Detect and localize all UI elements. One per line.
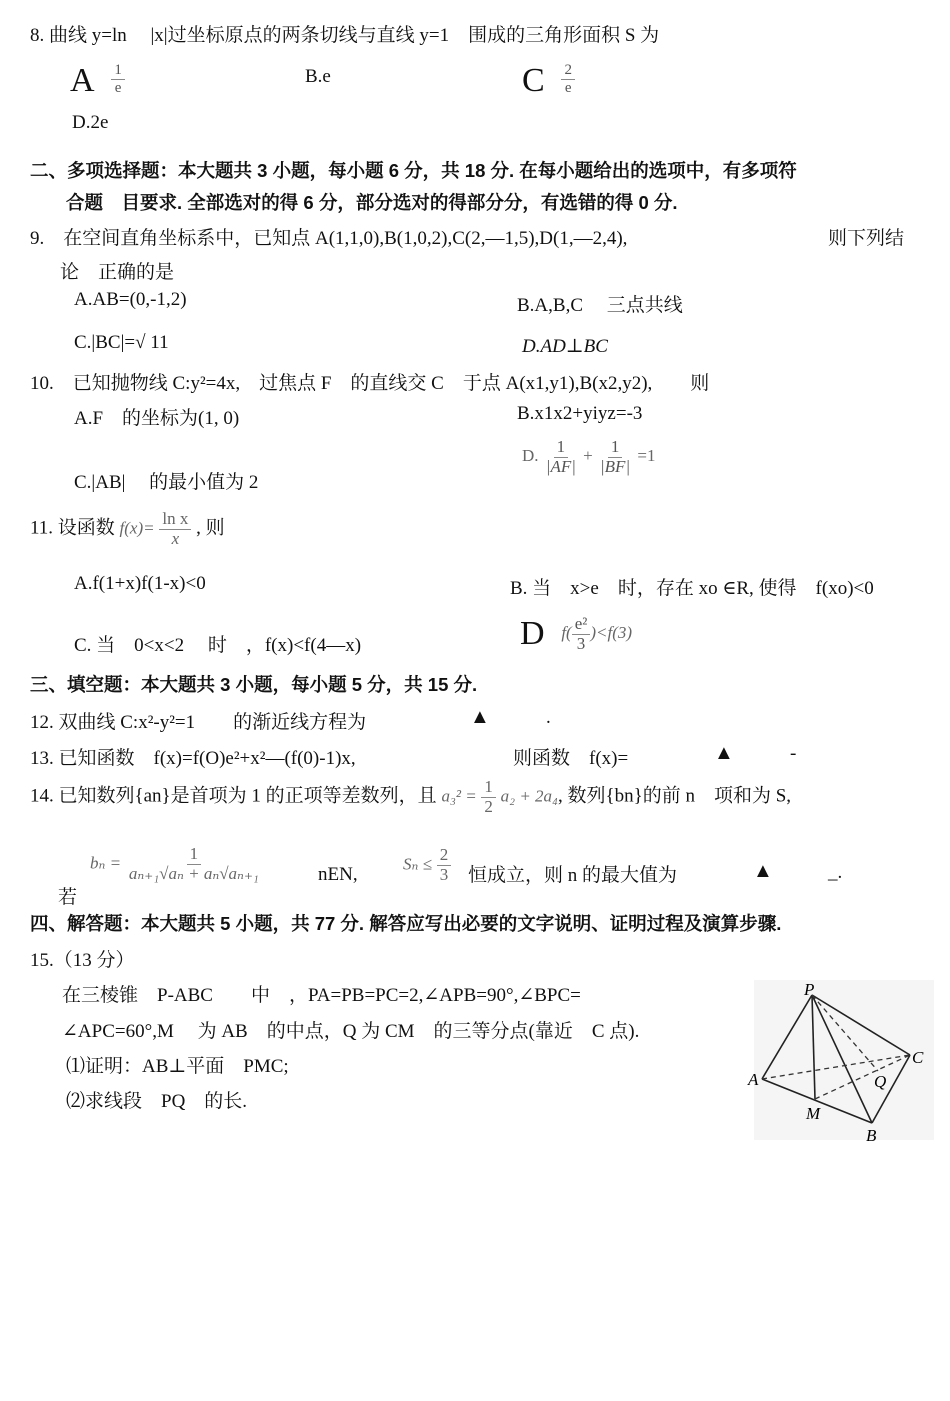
q8-a-fraction [111,62,125,96]
q10-option-d [522,438,655,476]
section3-heading: 三、填空题：本大题共 3 小题，每小题 5 分，共 15 分. [30,674,478,695]
q11-stem-text: 11. 设函数 [30,517,115,539]
q14-m-den: 2 [484,796,493,816]
q10-d-num2: 1 [608,438,623,458]
q14-text2: , 数列{bn}的前 n 项和为 S, [557,785,792,807]
q14-s-lhs: Sₙ ≤ [403,854,432,874]
q8-option-c [522,62,575,100]
q15-line2: ∠APC=60°,M 为 AB 的中点，Q 为 CM 的三等分点(靠近 C 点). [62,1021,640,1042]
q9-option-c: C.|BC|=√ 11 [74,332,169,353]
q10-d-frac1 [543,438,579,476]
q14-text3: 恒成立，则 n 的最大值为 [468,865,678,886]
q12-end: . [546,707,551,728]
section4-heading: 四、解答题：本大题共 5 小题，共 77 分. 解答应写出必要的文字说明、证明过程及演算步骤. [30,913,782,934]
q9-stem-line2: 论 正确的是 [60,262,175,283]
q10-d-den1: |AF| [545,456,576,476]
q14-s-den: 3 [439,864,449,884]
q12-triangle-icon: ▲ [470,706,490,728]
q14-b-fraction [126,845,262,883]
q15-line3: ⑴证明：AB⊥平面 PMC; [66,1056,289,1077]
q11-d-expr: f( $\frac{\text{e²}}{3}$ )<f(3) [561,614,633,653]
q12-text: 12. 双曲线 C:x²-y²=1 的渐近线方程为 [30,712,367,733]
label-b: B [866,1126,877,1145]
q9-option-a: A.AB=(0,-1,2) [74,289,187,310]
q11-d-letter: D [520,615,545,652]
q11-stem-end: , 则 [196,517,225,539]
q8-c-letter: C [522,62,545,99]
q11-f-num: ln x [159,510,191,530]
q11-d-den: 3 [576,633,586,653]
q8-option-a [70,62,125,100]
q11-option-c: C. 当 0<x<2 时 ，f(x)<f(4—x) [74,635,362,656]
q9-option-d: D.AD⊥BC [522,336,608,357]
q14-s-fraction [437,846,452,884]
q8-stem: 8. 曲线 y=ln |x|过坐标原点的两条切线与直线 y=1 围成的三角形面积 S 为 [30,25,660,46]
q11-option-a: A.f(1+x)f(1-x)<0 [74,573,206,594]
q13-text2: 则函数 f(x)= [513,748,629,769]
q13-triangle-icon: ▲ [714,742,734,764]
q14-sn-condition [403,846,451,884]
label-q: Q [874,1072,887,1091]
q11-f-lhs: f(x)= [119,518,155,538]
q11-d-fraction [572,615,591,653]
q11-d-num: e² [572,615,591,635]
q14-b-den: aₙ₊₁√aₙ + aₙ√aₙ₊₁ [128,863,259,883]
section2-heading-line1: 二、多项选择题：本大题共 3 小题，每小题 6 分，共 18 分. 在每小题给出的选项中，有多项符 [30,160,797,181]
label-a: A [748,1070,759,1089]
q9-stem: 9. 在空间直角坐标系中，已知点 A(1,1,0),B(1,0,2),C(2,—1,5),D(1,—2,4), [30,228,628,249]
q10-option-c: C.|AB| 的最小值为 2 [74,472,259,493]
q14-m-num: 1 [481,778,496,798]
q11-option-b: B. 当 x>e 时，存在 xo ∈R, 使得 f(xo)<0 [510,578,874,599]
q10-option-a: A.F 的坐标为(1, 0) [74,408,240,429]
q14-b-num: 1 [187,845,202,865]
q14-triangle-icon: ▲ [753,860,773,882]
q10-stem: 10. 已知抛物线 C:y²=4x, 过焦点 F 的直线交 C 于点 A(x1,y1),B(x2,y2), 则 [30,373,710,394]
q8-c-fraction [561,62,575,96]
q15-line4: ⑵求线段 PQ 的长. [66,1091,248,1112]
q11-option-d [520,615,632,653]
q13-end: - [790,743,797,764]
q13-text: 13. 已知函数 f(x)=f(O)e²+x²—(f(0)-1)x, [30,748,356,769]
q8-a-den: e [114,79,122,96]
q9-stem-end: 则下列结 [828,228,905,249]
q10-d-den2: |BF| [600,456,631,476]
pyramid-figure [740,975,940,1155]
q8-option-d: D.2e [72,112,109,133]
q8-c-num: 2 [561,62,575,80]
q14-bn-formula [90,845,262,883]
q8-c-den: e [564,79,572,96]
q10-d-prefix: D. [522,446,539,466]
q14-end: _. [828,862,843,883]
q15-line1: 在三棱锥 P-ABC 中 ，PA=PB=PC=2,∠APB=90°,∠BPC= [62,985,581,1006]
label-p: P [804,980,815,999]
q14-m-rest: a₂ + 2a₄ [500,786,558,806]
q8-a-letter: A [70,62,95,99]
q11-f-den: x [171,528,180,548]
q10-d-eq: =1 [637,446,656,466]
q10-d-frac2 [597,438,633,476]
q10-d-plus: + [583,446,593,466]
section2-heading-line2: 合题 目要求. 全部选对的得 6 分，部分选对的得部分分，有选错的得 0 分. [66,192,678,213]
q14-ruo: 若 [58,887,78,908]
q8-option-b: B.e [305,66,331,87]
q14-line1 [30,778,791,816]
q14-m-lhs: a₃² = [441,786,477,806]
label-m: M [806,1104,821,1123]
q11-d-f: f [561,623,567,643]
q14-b-lhs: bₙ = [90,853,122,873]
q14-text1: 14. 已知数列{an}是首项为 1 的正项等差数列，且 [30,785,437,807]
q10-option-b: B.x1x2+yiyz=-3 [517,403,643,424]
q14-nen: nEN, [318,864,358,885]
label-c: C [912,1048,924,1067]
q14-s-num: 2 [437,846,452,866]
q11-f-fraction [159,510,191,548]
q15-title: 15.（13 分） [30,950,135,971]
q10-d-num1: 1 [554,438,569,458]
q11-stem [30,510,225,548]
q8-a-num: 1 [111,62,125,80]
q11-d-rest: <f(3) [596,623,633,643]
q9-option-b: B.A,B,C 三点共线 [517,295,683,316]
q14-m-fraction [481,778,496,816]
